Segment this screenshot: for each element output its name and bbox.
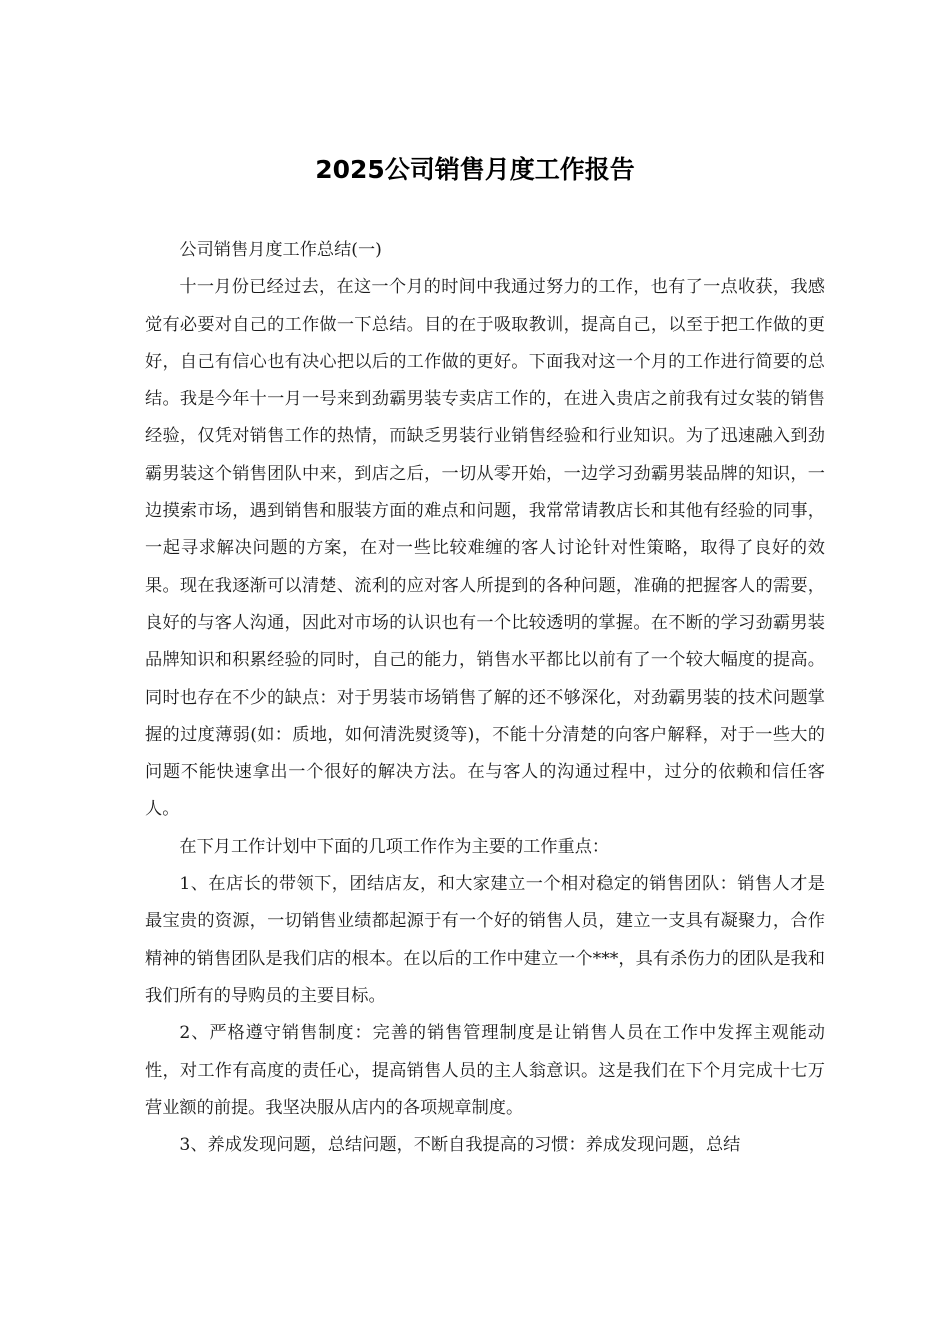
body-paragraph: 十一月份已经过去，在这一个月的时间中我通过努力的工作，也有了一点收获，我感觉有必要对自己的工作做一下总结。目的在于吸取教训，提高自己，以至于把工作做的更好，自己有信心也有决心把以后的工作做的更好。下面我对这一个月的工作进行简要的总结。我是今年十一月一号来到劲霸男装专卖店工作的，在进入贵店之前我有过女装的销售经验，仅凭对销售工作的热情，而缺乏男装行业销售经验和行业知识。为了迅速融入到劲霸男装这个销售团队中来，到店之后，一切从零开始，一边学习劲霸男装品牌的知识，一边摸索市场，遇到销售和服装方面的难点和问题，我常常请教店长和其他有经验的同事，一起寻求解决问题的方案，在对一些比较难缠的客人讨论针对性策略，取得了良好的效果。现在我逐渐可以清楚、流利的应对客人所提到的各种问题，准确的把握客人的需要，良好的与客人沟通，因此对市场的认识也有一个比较透明的掌握。在不断的学习劲霸男装品牌知识和积累经验的同时，自己的能力，销售水平都比以前有了一个较大幅度的提高。同时也存在不少的缺点：对于男装市场销售了解的还不够深化，对劲霸男装的技术问题掌握的过度薄弱(如：质地，如何清洗熨烫等)，不能十分清楚的向客户解释，对于一些大的问题不能快速拿出一个很好的解决方法。在与客人的沟通过程中，过分的依赖和信任客人。 <box>145 277 825 820</box>
body-paragraph: 在下月工作计划中下面的几项工作作为主要的工作重点： <box>179 836 610 857</box>
body-paragraph: 3、养成发现问题，总结问题，不断自我提高的习惯：养成发现问题，总结 <box>179 1135 741 1156</box>
document-title: 2025公司销售月度工作报告 <box>315 155 635 184</box>
section-heading: 公司销售月度工作总结(一) <box>179 240 382 260</box>
body-paragraph: 1、在店长的带领下，团结店友，和大家建立一个相对稳定的销售团队：销售人才是最宝贵的资源，一切销售业绩都起源于有一个好的销售人员，建立一支具有凝聚力，合作精神的销售团队是我们店的根本。在以后的工作中建立一个***，具有杀伤力的团队是我和我们所有的导购员的主要目标。 <box>145 874 825 1006</box>
body-paragraph: 2、严格遵守销售制度：完善的销售管理制度是让销售人员在工作中发挥主观能动性，对工作有高度的责任心，提高销售人员的主人翁意识。这是我们在下个月完成十七万营业额的前提。我坚决服从店内的各项规章制度。 <box>145 1023 825 1118</box>
document-body <box>145 232 825 1164</box>
